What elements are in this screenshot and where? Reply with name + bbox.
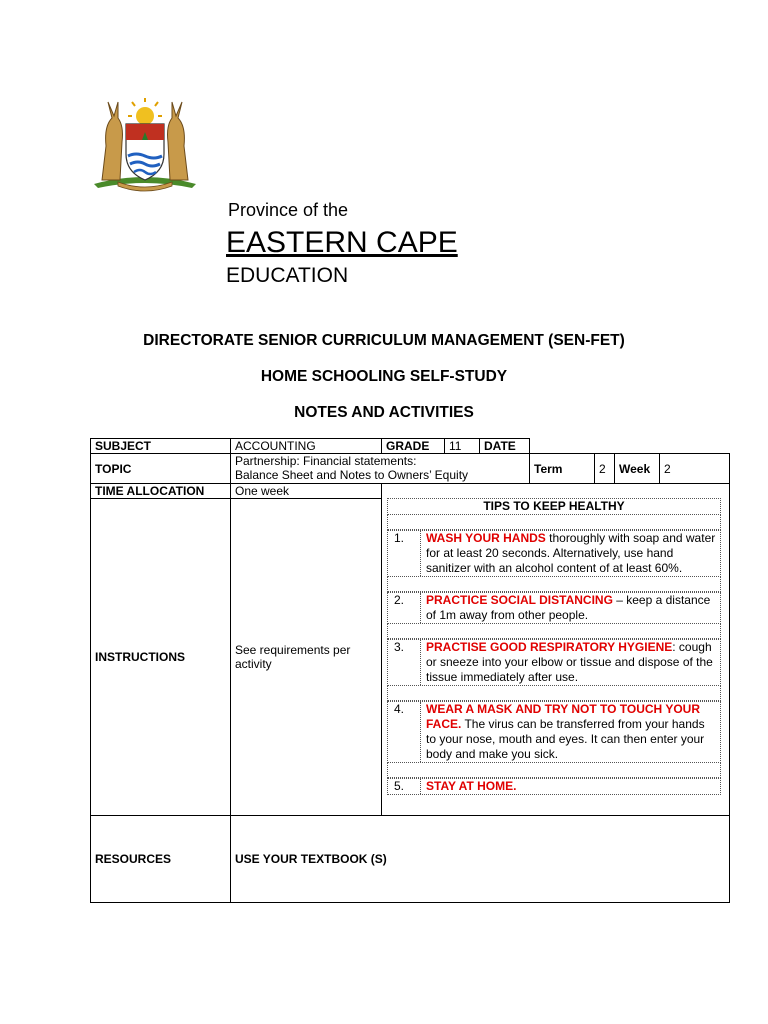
instructions-value: See requirements per activity bbox=[231, 499, 382, 816]
week-value: 2 bbox=[660, 454, 730, 484]
subject-value: ACCOUNTING bbox=[231, 439, 382, 454]
tip-highlight: STAY AT HOME. bbox=[426, 779, 517, 793]
tip-item bbox=[387, 530, 721, 577]
tip-number: 5. bbox=[388, 779, 421, 794]
tip-number: 4. bbox=[388, 702, 421, 762]
tip-spacer bbox=[387, 763, 721, 778]
tip-item bbox=[387, 639, 721, 686]
grade-label: GRADE bbox=[382, 439, 445, 454]
department-name: EDUCATION bbox=[226, 264, 349, 287]
province-name: EASTERN CAPE bbox=[226, 226, 458, 259]
tips-spacer bbox=[387, 515, 721, 530]
tip-text bbox=[421, 593, 720, 623]
topic-line-2: Balance Sheet and Notes to Owners’ Equity bbox=[235, 468, 469, 482]
tip-spacer bbox=[387, 624, 721, 639]
topic-value bbox=[231, 454, 530, 484]
tip-body: thoroughly with soap and water for at least 20 seconds. Alternatively, use hand sanitizer with an alcohol content of at least 60%. bbox=[426, 531, 716, 575]
province-of-label: Province of the bbox=[228, 200, 349, 220]
directorate-heading: DIRECTORATE SENIOR CURRICULUM MANAGEMENT (SEN-FET) bbox=[143, 332, 625, 349]
tip-item bbox=[387, 592, 721, 624]
resources-label: RESOURCES bbox=[91, 816, 231, 903]
tip-spacer bbox=[387, 686, 721, 701]
tips-box bbox=[387, 498, 721, 795]
resources-row bbox=[91, 816, 730, 903]
topic-label: TOPIC bbox=[91, 454, 231, 484]
tip-body: The virus can be transferred from your hands to your nose, mouth and eyes. It can then enter your body and make you sick. bbox=[426, 717, 705, 761]
subject-label: SUBJECT bbox=[91, 439, 231, 454]
tip-highlight: PRACTISE GOOD RESPIRATORY HYGIENE bbox=[426, 640, 673, 654]
coat-of-arms-logo bbox=[88, 96, 202, 192]
tip-text bbox=[421, 640, 720, 685]
tip-item bbox=[387, 778, 721, 795]
home-schooling-heading: HOME SCHOOLING SELF-STUDY bbox=[260, 368, 508, 385]
tip-highlight: WEAR A MASK AND TRY NOT TO TOUCH YOUR FACE. bbox=[426, 702, 701, 731]
tip-item bbox=[387, 701, 721, 763]
subject-row bbox=[91, 439, 730, 454]
tips-title: TIPS TO KEEP HEALTHY bbox=[387, 498, 721, 515]
date-label: DATE bbox=[480, 439, 530, 454]
topic-line-1: Partnership: Financial statements: bbox=[235, 454, 417, 468]
tip-highlight: WASH YOUR HANDS bbox=[426, 531, 546, 545]
topic-row bbox=[91, 454, 730, 484]
resources-value: USE YOUR TEXTBOOK (S) bbox=[231, 816, 730, 903]
instructions-label: INSTRUCTIONS bbox=[91, 499, 231, 816]
tip-body: – keep a distance of 1m away from other people. bbox=[426, 593, 711, 622]
term-value: 2 bbox=[595, 454, 615, 484]
date-value bbox=[530, 439, 730, 454]
time-value: One week bbox=[231, 484, 382, 499]
time-row bbox=[91, 484, 730, 499]
tip-number: 3. bbox=[388, 640, 421, 685]
tip-text bbox=[421, 779, 720, 794]
tip-spacer bbox=[387, 577, 721, 592]
week-label: Week bbox=[615, 454, 660, 484]
tip-text bbox=[421, 702, 720, 762]
term-label: Term bbox=[530, 454, 595, 484]
tips-list bbox=[387, 530, 721, 795]
tip-number: 1. bbox=[388, 531, 421, 576]
time-label: TIME ALLOCATION bbox=[91, 484, 231, 499]
tip-highlight: PRACTICE SOCIAL DISTANCING bbox=[426, 593, 613, 607]
tip-body: : cough or sneeze into your elbow or tissue and dispose of the tissue immediately after use. bbox=[426, 640, 713, 684]
notes-heading: NOTES AND ACTIVITIES bbox=[294, 404, 474, 421]
tip-text bbox=[421, 531, 720, 576]
grade-value: 11 bbox=[445, 439, 480, 454]
tip-number: 2. bbox=[388, 593, 421, 623]
